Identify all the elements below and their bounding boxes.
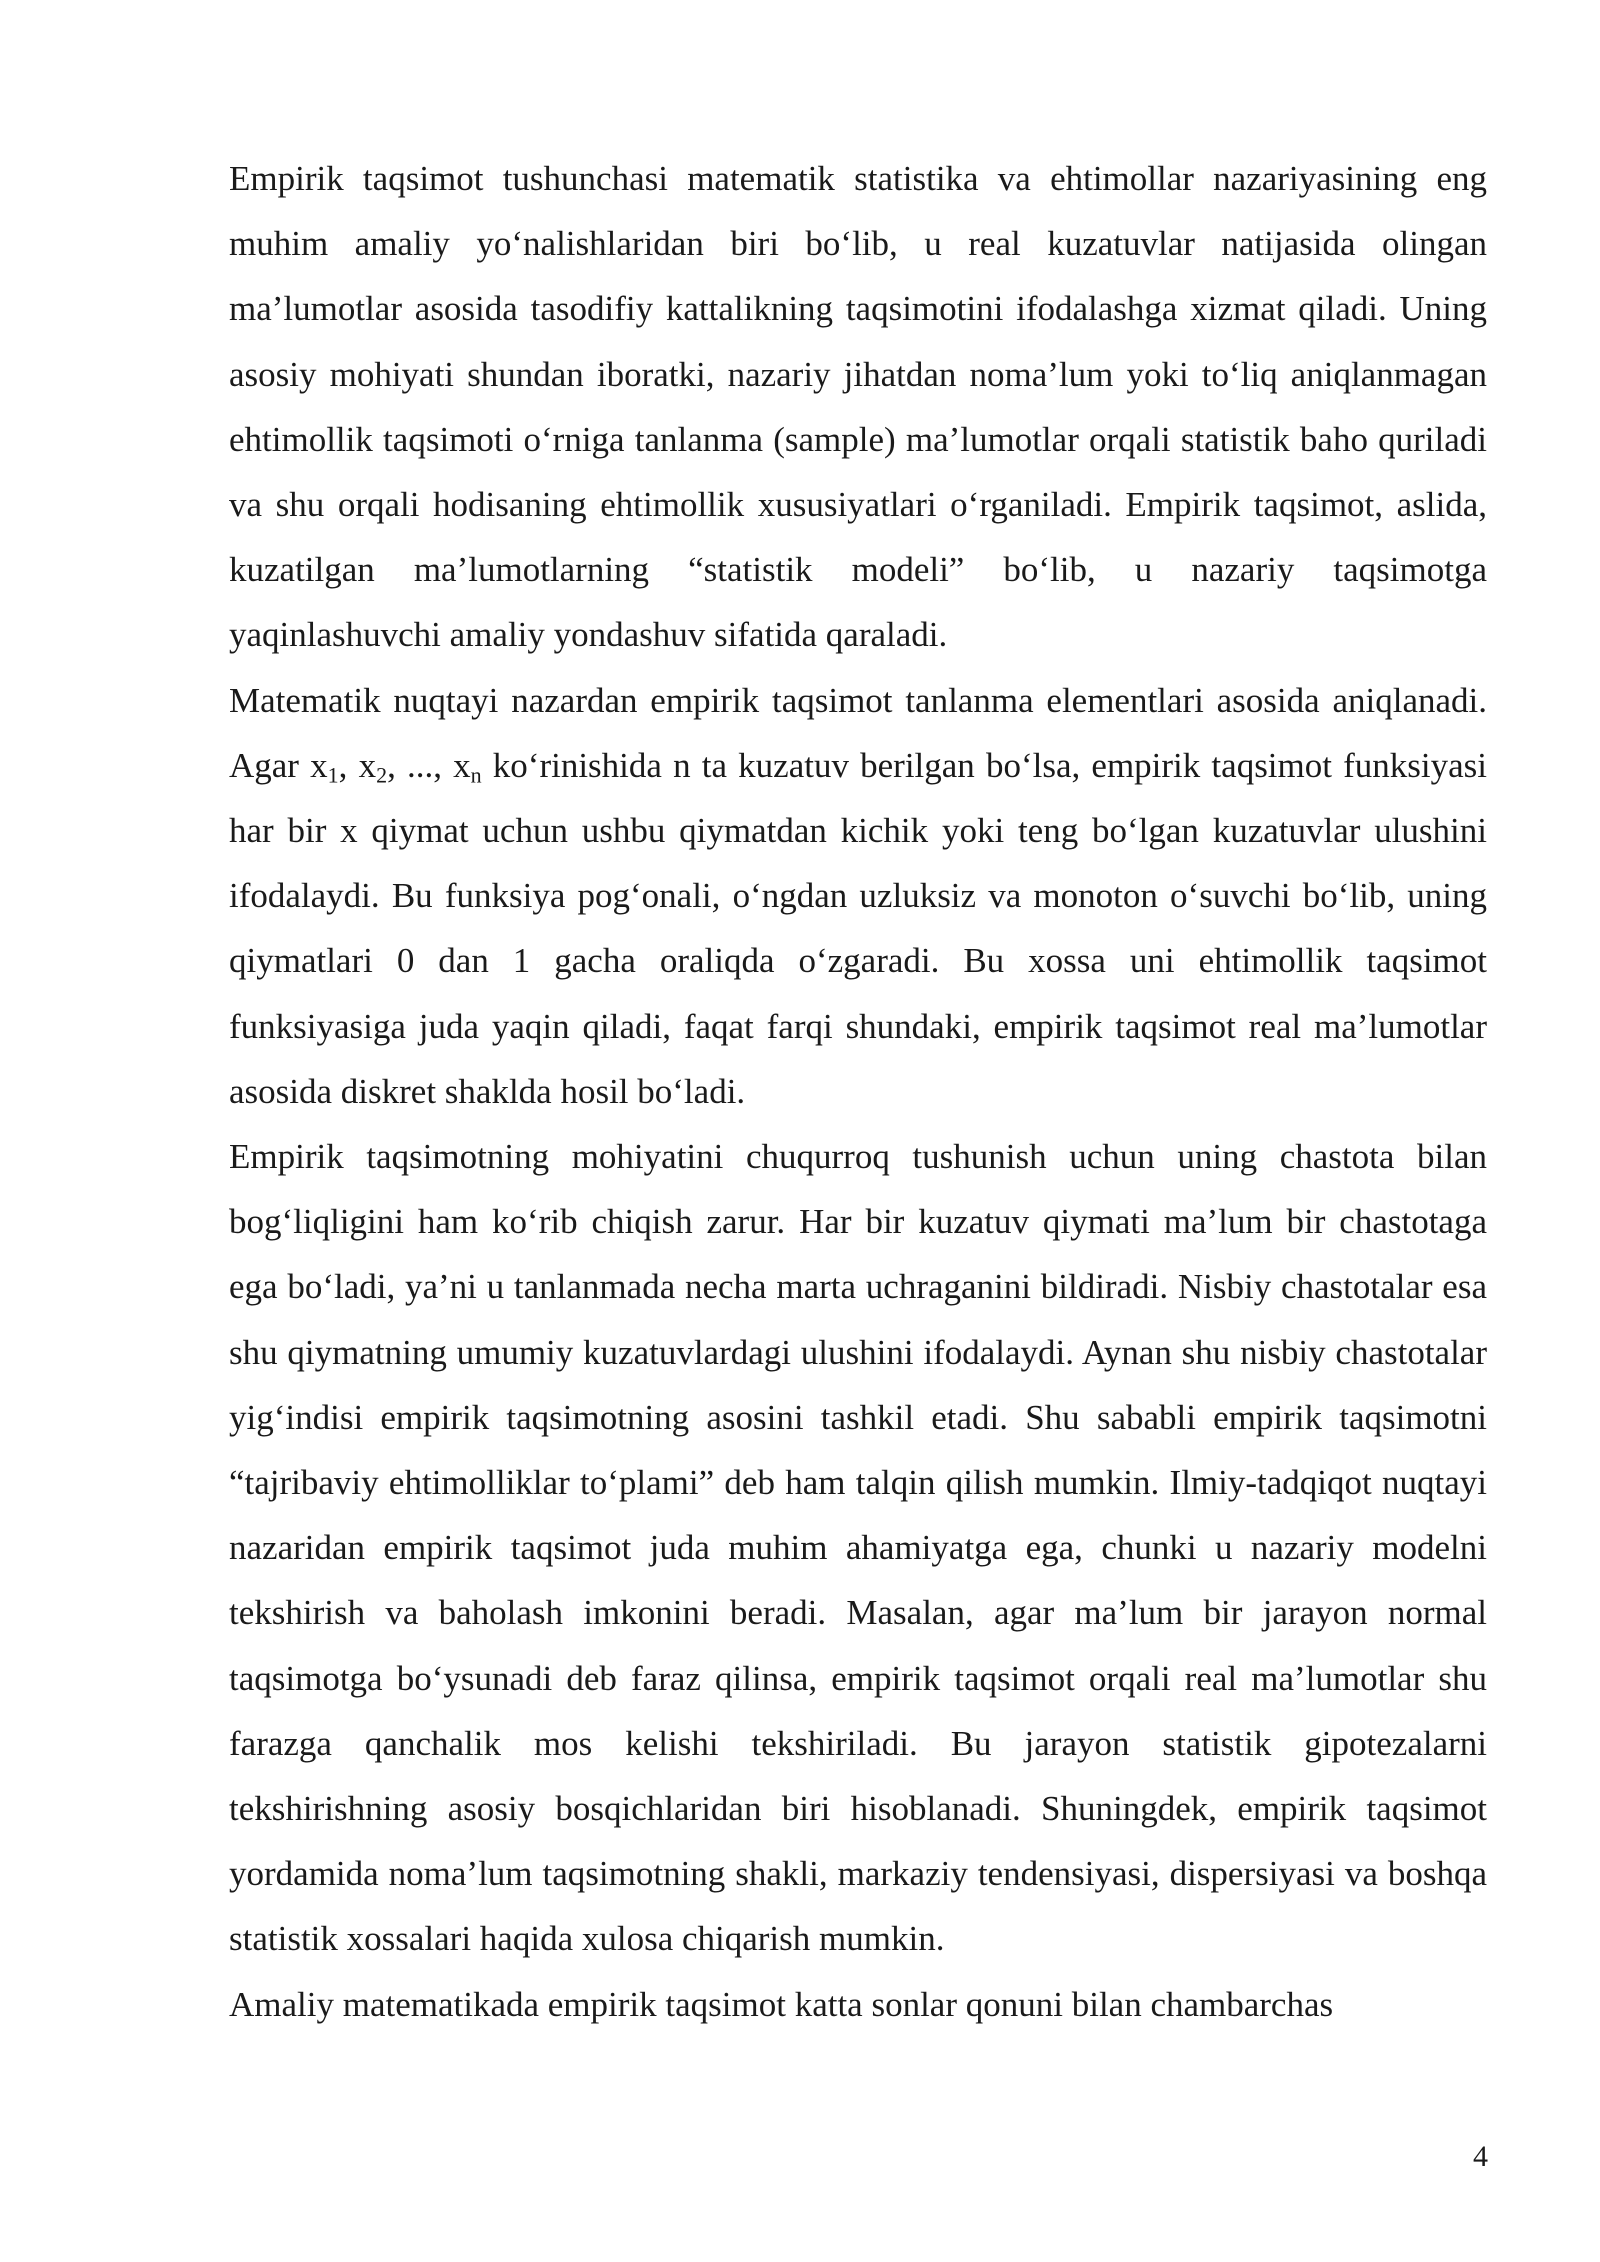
variable-xn: $x_n$ <box>453 745 482 788</box>
paragraph-4: Amaliy matematikada empirik taqsimot katta sonlar qonuni bilan chambarchas <box>229 1984 1334 2024</box>
paragraph-2: Matematik nuqtayi nazardan empirik taqsimot tanlanma elementlari asosida aniqlanadi. Agar $x_1$, $x_2$, ..., $x_n$ ko‘rinishida n ta kuzatuv berilgan bo‘lsa, empirik taqsimot funksiyasi har bir x qiymat uchun ushbu qiymatdan kichik yoki teng bo‘lgan kuzatuvlar ulushini ifodalaydi. Bu funksiya pog‘onali, o‘ngdan uzluksiz va monoton o‘suvchi bo‘lib, uning qiymatlari 0 dan 1 gacha oraliqda o‘zgaradi. Bu xossa uni ehtimollik taqsimot funksiyasiga juda yaqin qiladi, faqat farqi shundaki, empirik taqsimot real ma’lumotlar asosida diskret shaklda hosil bo‘ladi. <box>229 680 1488 1111</box>
paragraph-2-text-before: Matematik nuqtayi nazardan empirik taqsimot tanlanma elementlari asosida aniqlanadi. Agar <box>229 680 1487 785</box>
paragraph-1: Empirik taqsimot tushunchasi matematik statistika va ehtimollar nazariyasining eng muhim amaliy yo‘nalishlaridan biri bo‘lib, u real kuzatuvlar natijasida olingan ma’lumotlar asosida tasodifiy kattalikning taqsimotini ifodalashga xizmat qiladi. Uning asosiy mohiyati shundan iboratki, nazariy jihatdan noma’lum yoki to‘liq aniqlanmagan ehtimollik taqsimoti o‘rniga tanlanma (sample) ma’lumotlar orqali statistik baho quriladi va shu orqali hodisaning ehtimollik xususiyatlari o‘rganiladi. Empirik taqsimot, aslida, kuzatilgan ma’lumotlarning “statistik modeli” bo‘lib, u nazariy taqsimotga yaqinlashuvchi amaliy yondashuv sifatida qaraladi. <box>229 159 1487 655</box>
paragraph-2-text-after: ko‘rinishida n ta kuzatuv berilgan bo‘lsa, empirik taqsimot funksiyasi har bir x qiymat uchun ushbu qiymatdan kichik yoki teng bo‘lgan kuzatuvlar ulushini ifodalaydi. Bu funksiya pog‘onali, o‘ngdan uzluksiz va monoton o‘suvchi bo‘lib, uning qiymatlari 0 dan 1 gacha oraliqda o‘zgaradi. Bu xossa uni ehtimollik taqsimot funksiyasiga juda yaqin qiladi, faqat farqi shundaki, empirik taqsimot real ma’lumotlar asosida diskret shaklda hosil bo‘ladi. <box>229 745 1488 1111</box>
page-number: 4 <box>1473 2140 1488 2173</box>
variable-x1: $x_1$ <box>310 745 339 788</box>
variable-x2: $x_2$ <box>358 745 388 788</box>
body-text <box>229 146 1487 2037</box>
paragraph-3: Empirik taqsimotning mohiyatini chuqurroq tushunish uchun uning chastota bilan bog‘liqligini ham ko‘rib chiqish zarur. Har bir kuzatuv qiymati ma’lum bir chastotaga ega bo‘ladi, ya’ni u tanlanmada necha marta uchraganini bildiradi. Nisbiy chastotalar esa shu qiymatning umumiy kuzatuvlardagi ulushini ifodalaydi. Aynan shu nisbiy chastotalar yig‘indisi empirik taqsimotning asosini tashkil etadi. Shu sababli empirik taqsimotni “tajribaviy ehtimolliklar to‘plami” deb ham talqin qilish mumkin. Ilmiy-tadqiqot nuqtayi nazaridan empirik taqsimot juda muhim ahamiyatga ega, chunki u nazariy modelni tekshirish va baholash imkonini beradi. Masalan, agar ma’lum bir jarayon normal taqsimotga bo‘ysunadi deb faraz qilinsa, empirik taqsimot orqali real ma’lumotlar shu farazga qanchalik mos kelishi tekshiriladi. Bu jarayon statistik gipotezalarni tekshirishning asosiy bosqichlaridan biri hisoblanadi. Shuningdek, empirik taqsimot yordamida noma’lum taqsimotning shakli, markaziy tendensiyasi, dispersiyasi va boshqa statistik xossalari haqida xulosa chiqarish mumkin. <box>229 1137 1487 1959</box>
